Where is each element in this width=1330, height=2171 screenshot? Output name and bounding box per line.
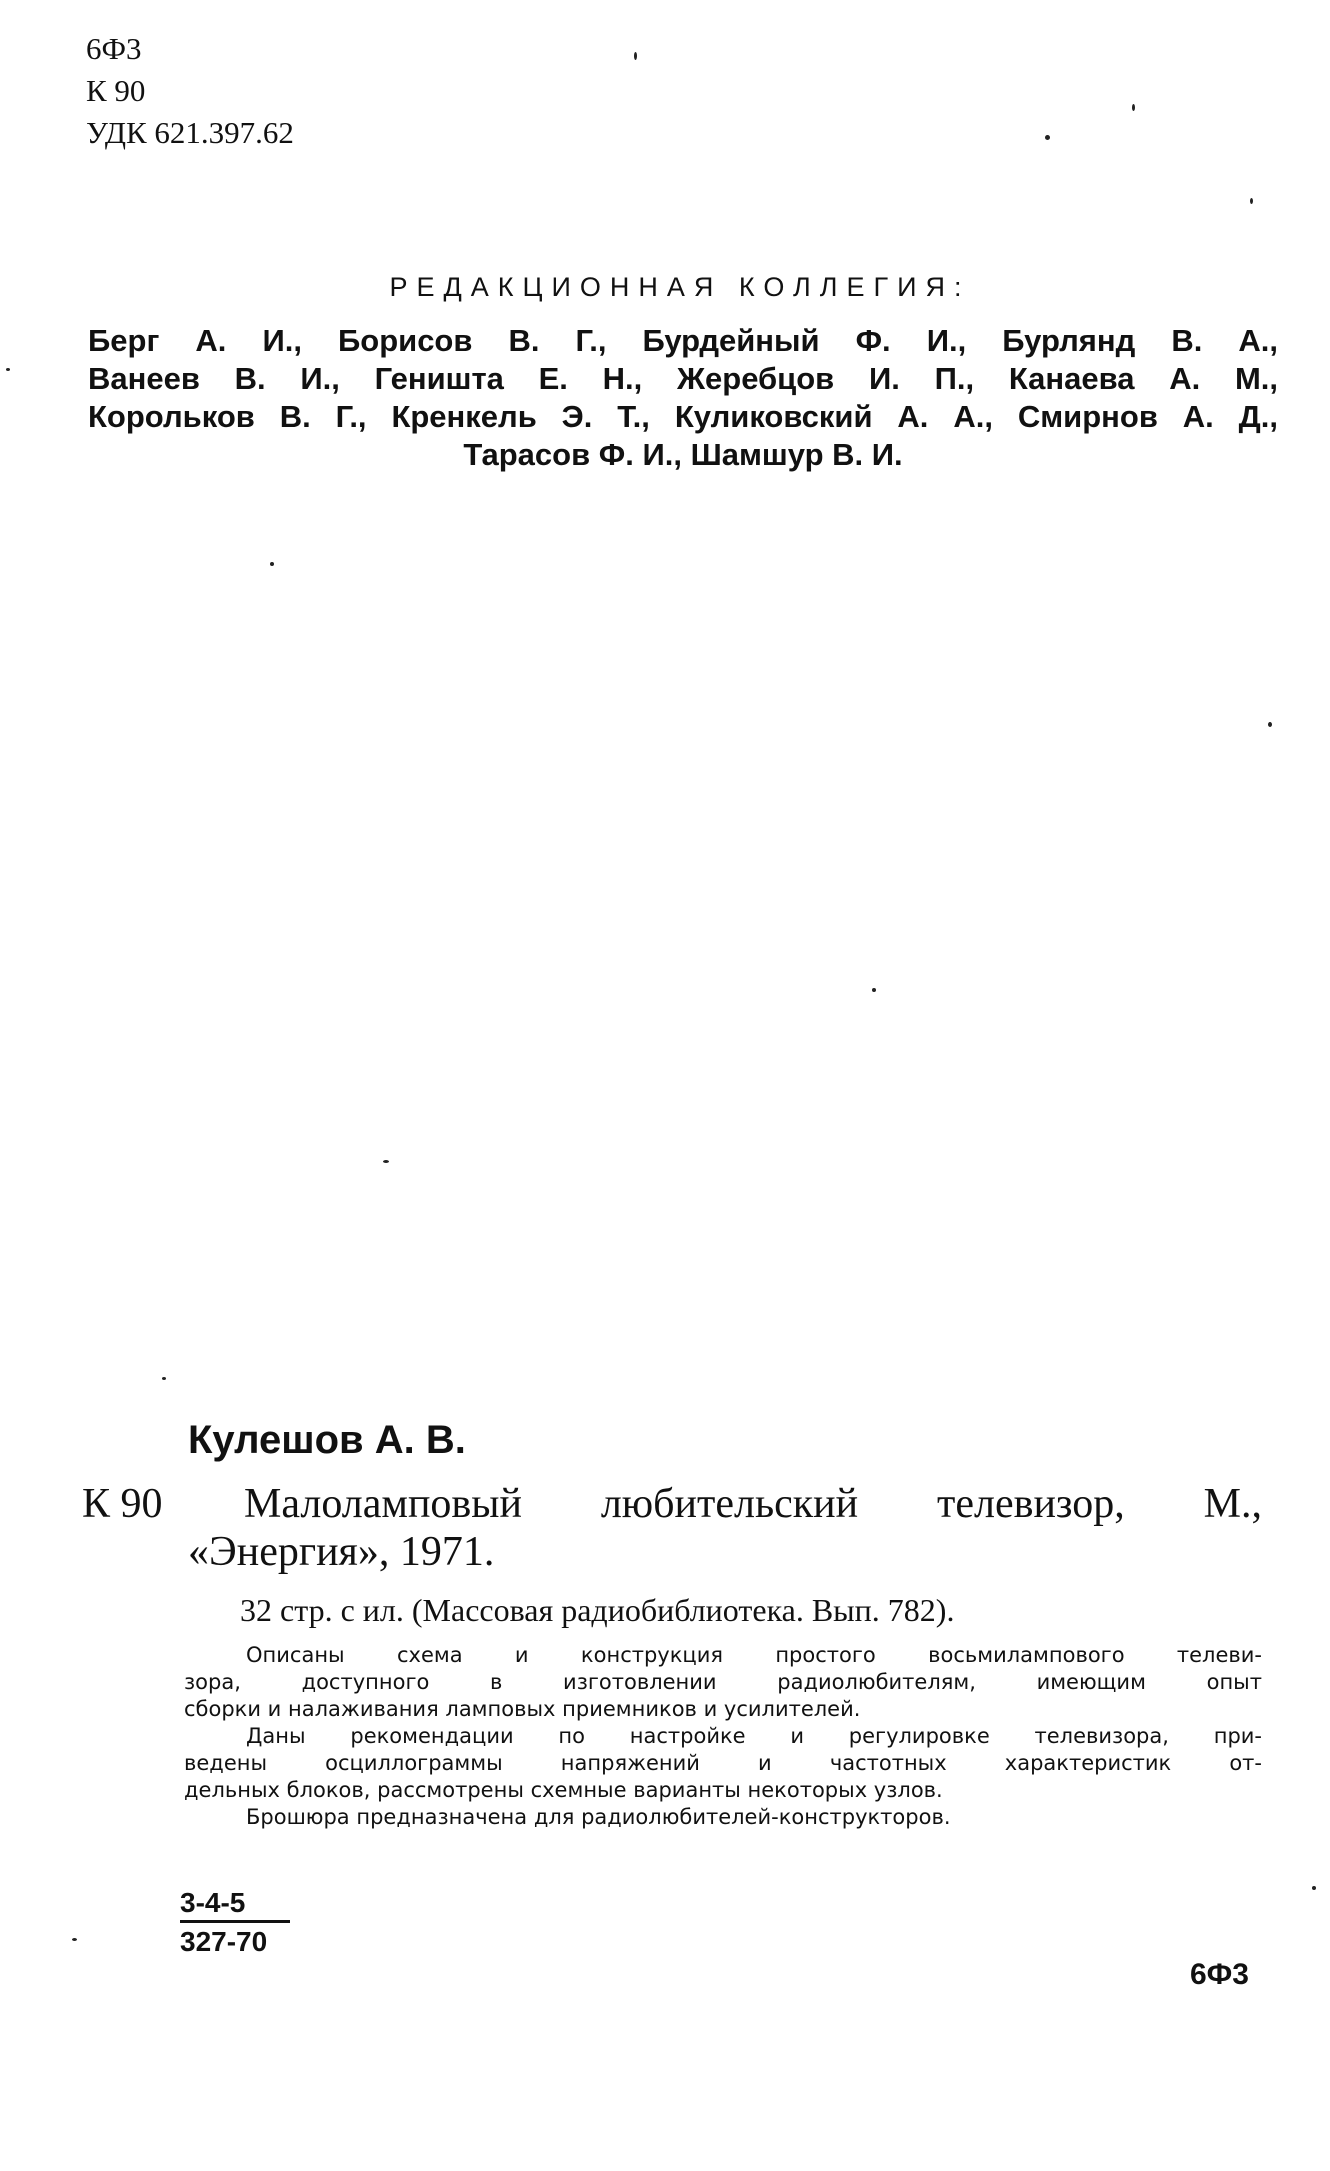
price-fraction bbox=[180, 1886, 290, 1959]
bottom-classification-code: 6Ф3 bbox=[1190, 1958, 1249, 1991]
abstract-line: сборки и налаживания ламповых приемников и усилителей. bbox=[184, 1697, 861, 1721]
scan-speck bbox=[1250, 198, 1253, 204]
abstract-line: Даны рекомендации по настройке и регулировке телевизора, при- bbox=[246, 1724, 1262, 1748]
fraction-numerator: 3-4-5 bbox=[180, 1886, 290, 1923]
abstract-line: дельных блоков, рассмотрены схемные варианты некоторых узлов. bbox=[184, 1778, 943, 1802]
scan-speck bbox=[634, 52, 637, 60]
editorial-board-line: Берг А. И., Борисов В. Г., Бурдейный Ф. И., Бурлянд В. А., bbox=[88, 323, 1278, 358]
book-publisher: «Энергия», 1971. bbox=[188, 1529, 495, 1575]
scan-speck bbox=[1132, 104, 1135, 111]
editorial-board-line: Ванеев В. И., Геништа Е. Н., Жеребцов И. П., Канаева А. М., bbox=[88, 361, 1278, 396]
scan-speck bbox=[1045, 135, 1050, 140]
scan-speck bbox=[6, 368, 10, 371]
classification-code: 6Ф3 bbox=[86, 31, 142, 66]
scan-speck bbox=[872, 988, 876, 992]
book-index: К 90 bbox=[82, 1481, 163, 1527]
author-mark: К 90 bbox=[86, 73, 146, 108]
abstract-line: ведены осциллограммы напряжений и частотных характеристик от- bbox=[184, 1751, 1262, 1775]
editorial-board-members bbox=[88, 322, 1278, 474]
scan-speck bbox=[1268, 722, 1272, 727]
book-abstract bbox=[184, 1642, 1262, 1831]
book-author: Кулешов А. В. bbox=[188, 1418, 466, 1462]
book-pages-info: 32 стр. с ил. (Массовая радиобиблиотека. Вып. 782). bbox=[240, 1592, 955, 1628]
abstract-line: зора, доступного в изготовлении радиолюбителям, имеющим опыт bbox=[184, 1670, 1262, 1694]
scan-speck bbox=[162, 1377, 166, 1380]
scan-speck bbox=[72, 1938, 77, 1941]
scan-speck bbox=[1312, 1886, 1316, 1890]
editorial-board-heading: РЕДАКЦИОННАЯ КОЛЛЕГИЯ: bbox=[389, 272, 971, 302]
abstract-line: Брошюра предназначена для радиолюбителей-конструкторов. bbox=[246, 1805, 951, 1829]
editorial-board-line: Корольков В. Г., Кренкель Э. Т., Куликовский А. А., Смирнов А. Д., bbox=[88, 399, 1278, 434]
editorial-board-line: Тарасов Ф. И., Шамшур В. И. bbox=[463, 437, 903, 472]
udc-code: УДК 621.397.62 bbox=[86, 115, 294, 150]
scan-speck bbox=[383, 1160, 389, 1163]
catalog-codes bbox=[86, 28, 294, 154]
scan-speck bbox=[270, 562, 274, 566]
abstract-line: Описаны схема и конструкция простого восьмилампового телеви- bbox=[246, 1643, 1262, 1667]
fraction-denominator: 327-70 bbox=[180, 1926, 268, 1957]
book-title: Малоламповый любительский телевизор, М., bbox=[244, 1481, 1262, 1527]
